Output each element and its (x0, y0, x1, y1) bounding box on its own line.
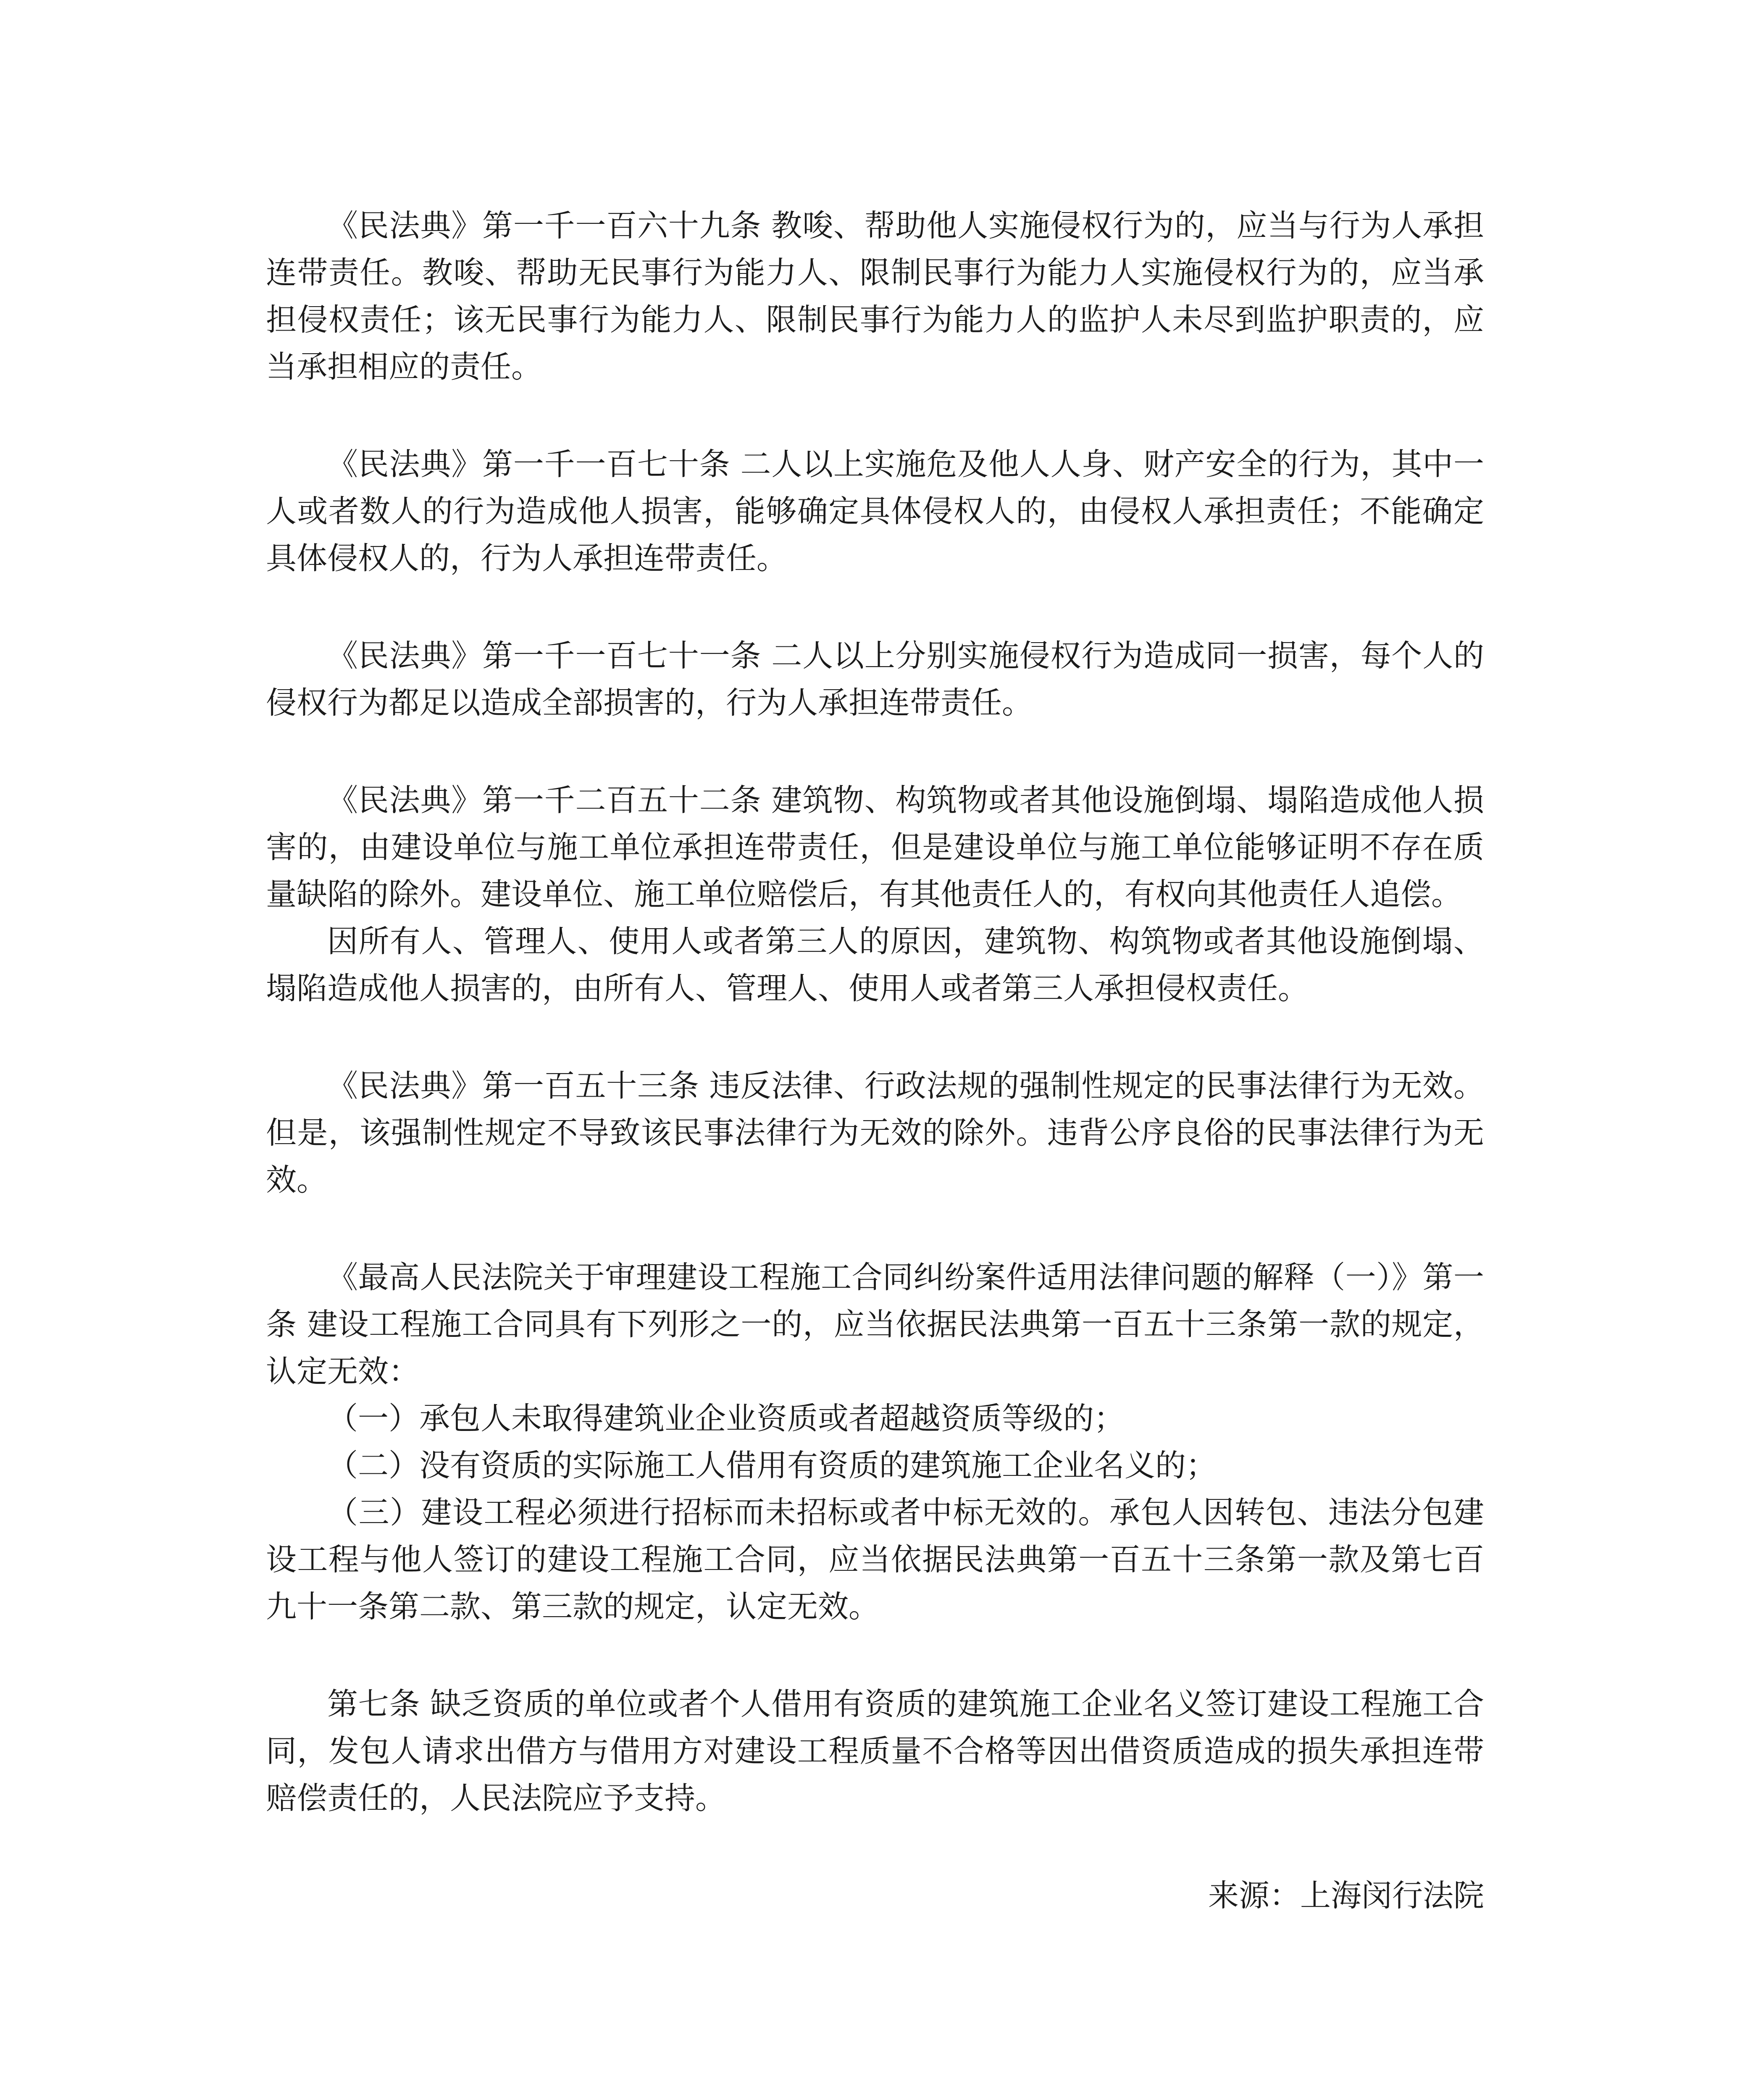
paragraph: 《民法典》第一百五十三条 违反法律、行政法规的强制性规定的民事法律行为无效。但是，该强制性规定不导致该民事法律行为无效的除外。违背公序良俗的民事法律行为无效。 (266, 1068, 1484, 1198)
article-civil-code-1170 (266, 441, 1484, 582)
paragraph: 《最高人民法院关于审理建设工程施工合同纠纷案件适用法律问题的解释（一）》第一条 建设工程施工合同具有下列形之一的，应当依据民法典第一百五十三条第一款的规定，认定无效： (266, 1260, 1484, 1389)
article-civil-code-1171 (266, 633, 1484, 727)
paragraph: 第七条 缺乏资质的单位或者个人借用有资质的建筑施工企业名义签订建设工程施工合同，发包人请求出借方与借用方对建设工程质量不合格等因出借资质造成的损失承担连带赔偿责任的，人民法院应予支持。 (266, 1686, 1484, 1816)
paragraph: 《民法典》第一千二百五十二条 建筑物、构筑物或者其他设施倒塌、塌陷造成他人损害的，由建设单位与施工单位承担连带责任，但是建设单位与施工单位能够证明不存在质量缺陷的除外。建设单位、施工单位赔偿后，有其他责任人的，有权向其他责任人追偿。 (266, 782, 1484, 912)
list-item: （三）建设工程必须进行招标而未招标或者中标无效的。承包人因转包、违法分包建设工程与他人签订的建设工程施工合同，应当依据民法典第一百五十三条第一款及第七百九十一条第二款、第三款的规定，认定无效。 (266, 1495, 1484, 1625)
paragraph: 《民法典》第一千一百七十一条 二人以上分别实施侵权行为造成同一损害，每个人的侵权行为都足以造成全部损害的，行为人承担连带责任。 (266, 638, 1484, 721)
paragraph: 《民法典》第一千一百七十条 二人以上实施危及他人人身、财产安全的行为，其中一人或者数人的行为造成他人损害，能够确定具体侵权人的，由侵权人承担责任；不能确定具体侵权人的，行为人承担连带责任。 (266, 446, 1484, 576)
document-page (266, 202, 1484, 1919)
paragraph: 因所有人、管理人、使用人或者第三人的原因，建筑物、构筑物或者其他设施倒塌、塌陷造成他人损害的，由所有人、管理人、使用人或者第三人承担侵权责任。 (266, 924, 1484, 1006)
article-civil-code-153 (266, 1063, 1484, 1204)
source-line: 来源：上海闵行法院 (1208, 1878, 1484, 1914)
article-civil-code-1252 (266, 777, 1484, 1012)
list-item: （二）没有资质的实际施工人借用有资质的建筑施工企业名义的； (327, 1448, 1217, 1483)
paragraph: 《民法典》第一千一百六十九条 教唆、帮助他人实施侵权行为的，应当与行为人承担连带责任。教唆、帮助无民事行为能力人、限制民事行为能力人实施侵权行为的，应当承担侵权责任；该无民事行为能力人、限制民事行为能力人的监护人未尽到监护职责的，应当承担相应的责任。 (266, 208, 1484, 385)
article-civil-code-1169 (266, 202, 1484, 391)
article-judicial-interpretation-7 (266, 1681, 1484, 1822)
article-judicial-interpretation-1 (266, 1254, 1484, 1630)
list-item: （一）承包人未取得建筑业企业资质或者超越资质等级的； (327, 1401, 1125, 1436)
